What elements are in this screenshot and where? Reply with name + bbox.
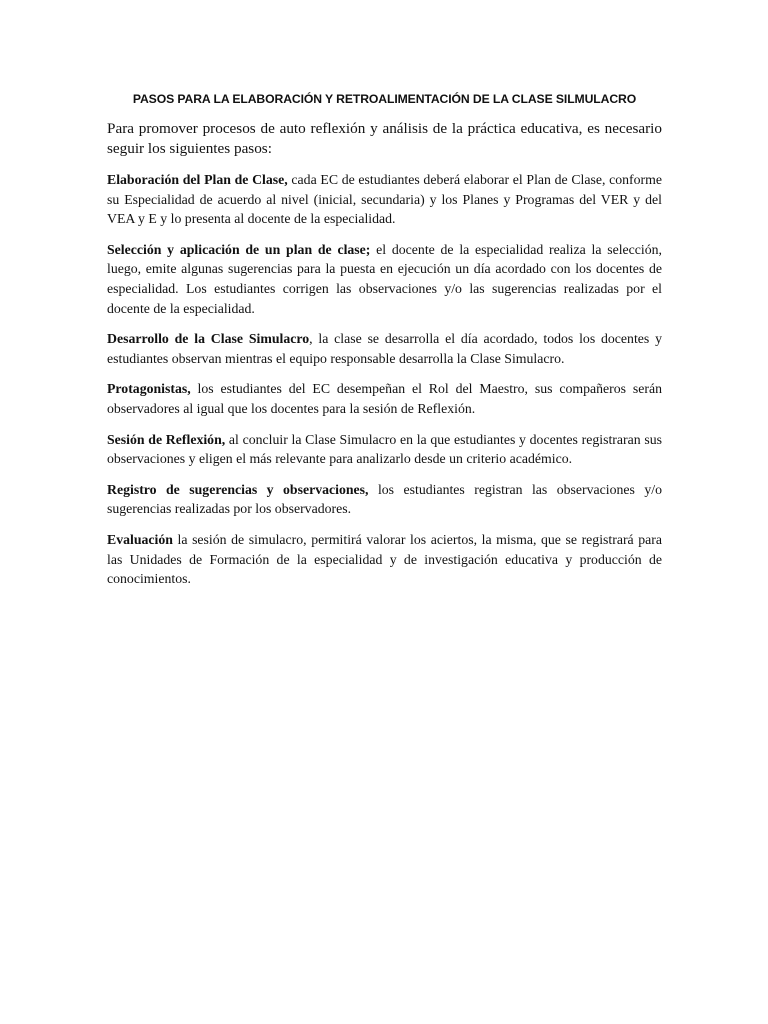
step-seleccion	[107, 240, 662, 318]
step-evaluacion	[107, 530, 662, 589]
step-desarrollo	[107, 329, 662, 368]
step-text: los estudiantes registran las observaciones y/o sugerencias realizadas por los observadores.	[107, 481, 662, 517]
step-heading: Selección y aplicación de un plan de clase;	[107, 241, 371, 257]
step-registro	[107, 480, 662, 519]
document-title: PASOS PARA LA ELABORACIÓN Y RETROALIMENTACIÓN DE LA CLASE SILMULACRO	[132, 92, 637, 106]
step-heading: Sesión de Reflexión,	[107, 431, 226, 447]
step-protagonistas	[107, 379, 662, 418]
step-heading: Protagonistas,	[107, 381, 191, 397]
step-text: el docente de la especialidad realiza la selección, luego, emite algunas sugerencias para la puesta en ejecución un día acordado con los docentes de especialidad. Los estudiantes corrigen las observaciones y/o las sugerencias realizadas por el docente de la especialidad.	[107, 241, 662, 316]
step-heading: Evaluación	[107, 531, 173, 547]
step-text: la sesión de simulacro, permitirá valorar los aciertos, la misma, que se registrará para las Unidades de Formación de la especialidad y de investigación educativa y producción de conocimientos.	[107, 531, 662, 587]
step-plan-de-clase	[107, 170, 662, 229]
step-heading: Elaboración del Plan de Clase,	[107, 172, 288, 187]
step-text: al concluir la Clase Simulacro en la que estudiantes y docentes registraran sus observaciones y eligen el más relevante para analizarlo desde un criterio académico.	[107, 431, 662, 467]
step-text: los estudiantes del EC desempeñan el Rol del Maestro, sus compañeros serán observadores al igual que los docentes para la sesión de Reflexión.	[107, 381, 662, 416]
step-heading: Desarrollo de la Clase Simulacro	[107, 331, 310, 347]
intro-paragraph: Para promover procesos de auto reflexión y análisis de la práctica educativa, es necesario seguir los siguientes pasos:	[107, 120, 662, 157]
step-heading: Registro de sugerencias y observaciones,	[107, 481, 369, 497]
step-sesion-reflexion	[107, 430, 662, 469]
step-text: cada EC de estudiantes deberá elaborar el Plan de Clase, conforme su Especialidad de acuerdo al nivel (inicial, secundaria) y los Planes y Programas del VER y del VEA y E y lo presenta al docente de la especialidad.	[107, 172, 662, 227]
step-text: , la clase se desarrolla el día acordado, todos los docentes y estudiantes observan mientras el equipo responsable desarrolla la Clase Simulacro.	[107, 331, 662, 366]
document-page	[107, 92, 662, 600]
